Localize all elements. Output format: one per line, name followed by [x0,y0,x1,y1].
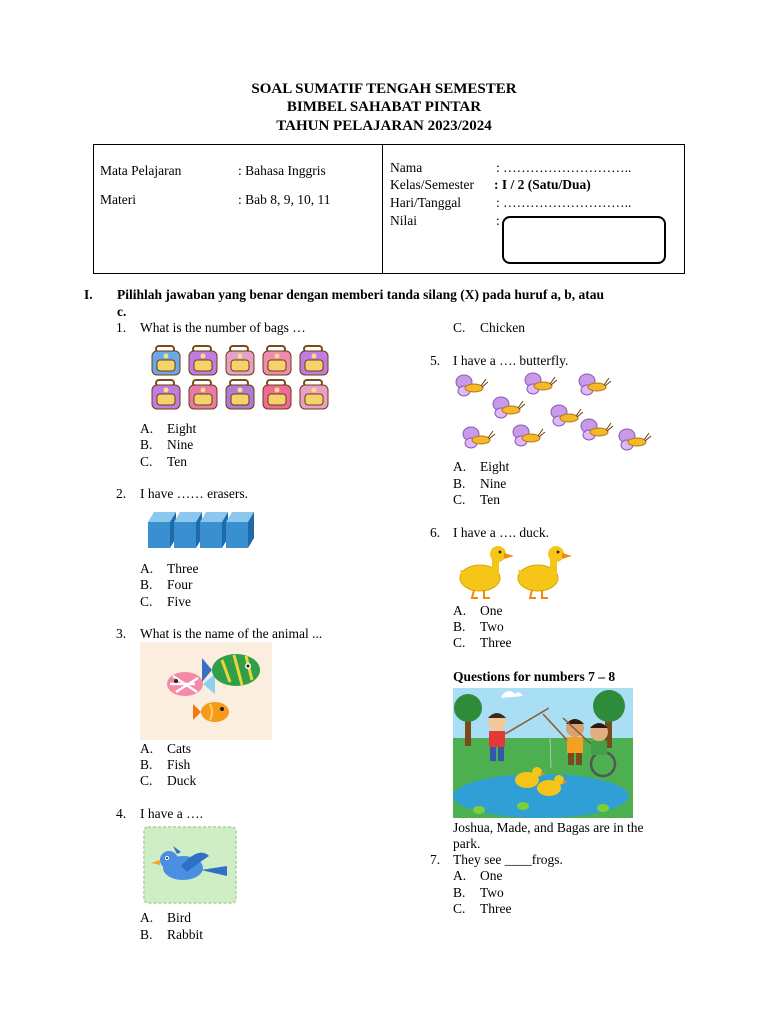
bag-icon [226,380,254,409]
option-letter: A. [140,910,154,925]
option-text: Nine [480,476,507,491]
option-letter: C. [453,635,466,650]
option-text: Cats [167,741,192,756]
question-3-text: What is the name of the animal ... [140,626,323,641]
option-letter: A. [140,741,154,756]
park-image [453,688,633,818]
bags-image [150,346,336,412]
bag-icon [300,380,328,409]
duck-icon [460,546,514,598]
q5-option-c[interactable] [453,492,500,508]
option-letter: C. [453,901,466,916]
option-letter: B. [453,885,466,900]
nama-label: Nama [390,160,423,175]
q7-option-c[interactable] [453,901,511,917]
materi-label: Materi [100,192,136,207]
question-2-text: I have …… erasers. [140,486,248,501]
option-letter: B. [453,619,466,634]
frog-icon [597,804,609,812]
option-letter: B. [140,577,153,592]
section-number: I. [84,287,93,302]
option-letter: A. [453,459,467,474]
option-letter: B. [453,476,466,491]
option-letter: B. [140,927,153,942]
eraser-icon [148,512,176,548]
kelas-label: Kelas/Semester [390,177,474,192]
section-instruction: Pilihlah jawaban yang benar dengan memberi tanda silang (X) pada huruf a, b, atau [117,287,604,302]
option-text: Bird [167,910,192,925]
q5-option-b[interactable] [453,476,506,492]
option-text: Two [480,885,504,900]
bird-image [143,826,237,904]
bag-icon [300,346,328,375]
info-box-divider [382,145,383,273]
q3-option-a[interactable] [140,741,191,757]
question-3-number: 3. [116,626,127,641]
option-text: Ten [480,492,501,507]
option-letter: C. [453,320,466,335]
question-7-text: They see ____frogs. [453,852,563,867]
q1-option-b[interactable] [140,437,193,453]
section-instruction-cont: c. [117,304,127,319]
q1-option-c[interactable] [140,454,187,470]
q3-option-c[interactable] [140,773,196,789]
bag-icon [226,346,254,375]
option-text: Three [480,635,512,650]
bag-icon [189,346,217,375]
bag-icon [263,380,291,409]
ducks-image [456,544,576,600]
q2-option-b[interactable] [140,577,193,593]
bag-icon [152,380,180,409]
question-6-number: 6. [430,525,441,540]
option-text: Duck [167,773,197,788]
hari-value[interactable]: : ……………………….. [496,195,632,210]
option-text: Eight [480,459,510,474]
q4-option-b[interactable] [140,927,203,943]
butterfly-icon [513,425,545,446]
butterfly-icon [619,429,651,450]
title-line-3: TAHUN PELAJARAN 2023/2024 [276,118,492,134]
question-5-number: 5. [430,353,441,368]
option-letter: C. [140,594,153,609]
bag-icon [263,346,291,375]
option-letter: B. [140,437,153,452]
option-letter: A. [453,868,467,883]
fish-image [140,642,272,740]
nilai-label: Nilai [390,213,417,228]
option-text: Rabbit [167,927,203,942]
frog-icon [473,806,485,814]
q4-option-c[interactable] [453,320,525,336]
q6-option-c[interactable] [453,635,511,651]
q2-option-c[interactable] [140,594,191,610]
option-text: Nine [167,437,194,452]
butterfly-icon [579,374,611,395]
nilai-score-box[interactable] [502,216,666,264]
option-text: Five [167,594,192,609]
option-letter: A. [140,421,154,436]
hari-label: Hari/Tanggal [390,195,462,210]
question-6-text: I have a …. duck. [453,525,549,540]
option-letter: C. [140,773,153,788]
question-4-text: I have a …. [140,806,203,821]
erasers-image [146,510,270,550]
q2-option-a[interactable] [140,561,198,577]
option-text: One [480,603,503,618]
q6-option-a[interactable] [453,603,503,619]
subject-label: Mata Pelajaran [100,163,182,178]
option-letter: A. [140,561,154,576]
option-text: Three [167,561,199,576]
butterfly-icon [456,375,488,396]
group-7-8-caption-cont: park. [453,836,481,851]
nilai-colon: : [496,213,500,228]
q3-option-b[interactable] [140,757,190,773]
q5-option-a[interactable] [453,459,509,475]
question-2-number: 2. [116,486,127,501]
butterfly-icon [581,419,613,440]
materi-value: : Bab 8, 9, 10, 11 [238,192,331,207]
group-7-8-title: Questions for numbers 7 – 8 [453,669,616,684]
option-text: Three [480,901,512,916]
butterfly-icon [463,427,495,448]
subject-value: : Bahasa Inggris [238,163,326,178]
butterfly-icon [493,397,525,418]
q1-option-a[interactable] [140,421,196,437]
option-letter: A. [453,603,467,618]
bag-icon [152,346,180,375]
option-text: Fish [167,757,191,772]
butterfly-icon [525,373,557,394]
q7-option-a[interactable] [453,868,503,884]
fish-image-background [140,642,272,740]
eraser-icon [200,512,228,548]
duck-icon [518,546,572,598]
option-text: Chicken [480,320,525,335]
kelas-value: : I / 2 (Satu/Dua) [494,177,591,192]
question-7-number: 7. [430,852,441,867]
option-text: Two [480,619,504,634]
title-line-1: SOAL SUMATIF TENGAH SEMESTER [251,81,517,97]
option-letter: C. [453,492,466,507]
frog-icon [517,802,529,810]
option-letter: B. [140,757,153,772]
question-1-number: 1. [116,320,127,335]
question-5-text: I have a …. butterfly. [453,353,569,368]
q7-option-b[interactable] [453,885,504,901]
butterfly-icon [551,405,583,426]
q4-option-a[interactable] [140,910,191,926]
q6-option-b[interactable] [453,619,504,635]
title-line-2: BIMBEL SAHABAT PINTAR [286,99,482,115]
question-4-number: 4. [116,806,127,821]
option-letter: C. [140,454,153,469]
bag-icon [189,380,217,409]
eraser-icon [226,512,254,548]
butterflies-image [455,372,655,460]
eraser-icon [174,512,202,548]
question-1-text: What is the number of bags … [140,320,306,335]
option-text: Four [167,577,193,592]
option-text: One [480,868,503,883]
option-text: Ten [167,454,188,469]
option-text: Eight [167,421,197,436]
nama-value[interactable]: : ……………………….. [496,160,632,175]
group-7-8-caption: Joshua, Made, and Bagas are in the [453,820,644,835]
